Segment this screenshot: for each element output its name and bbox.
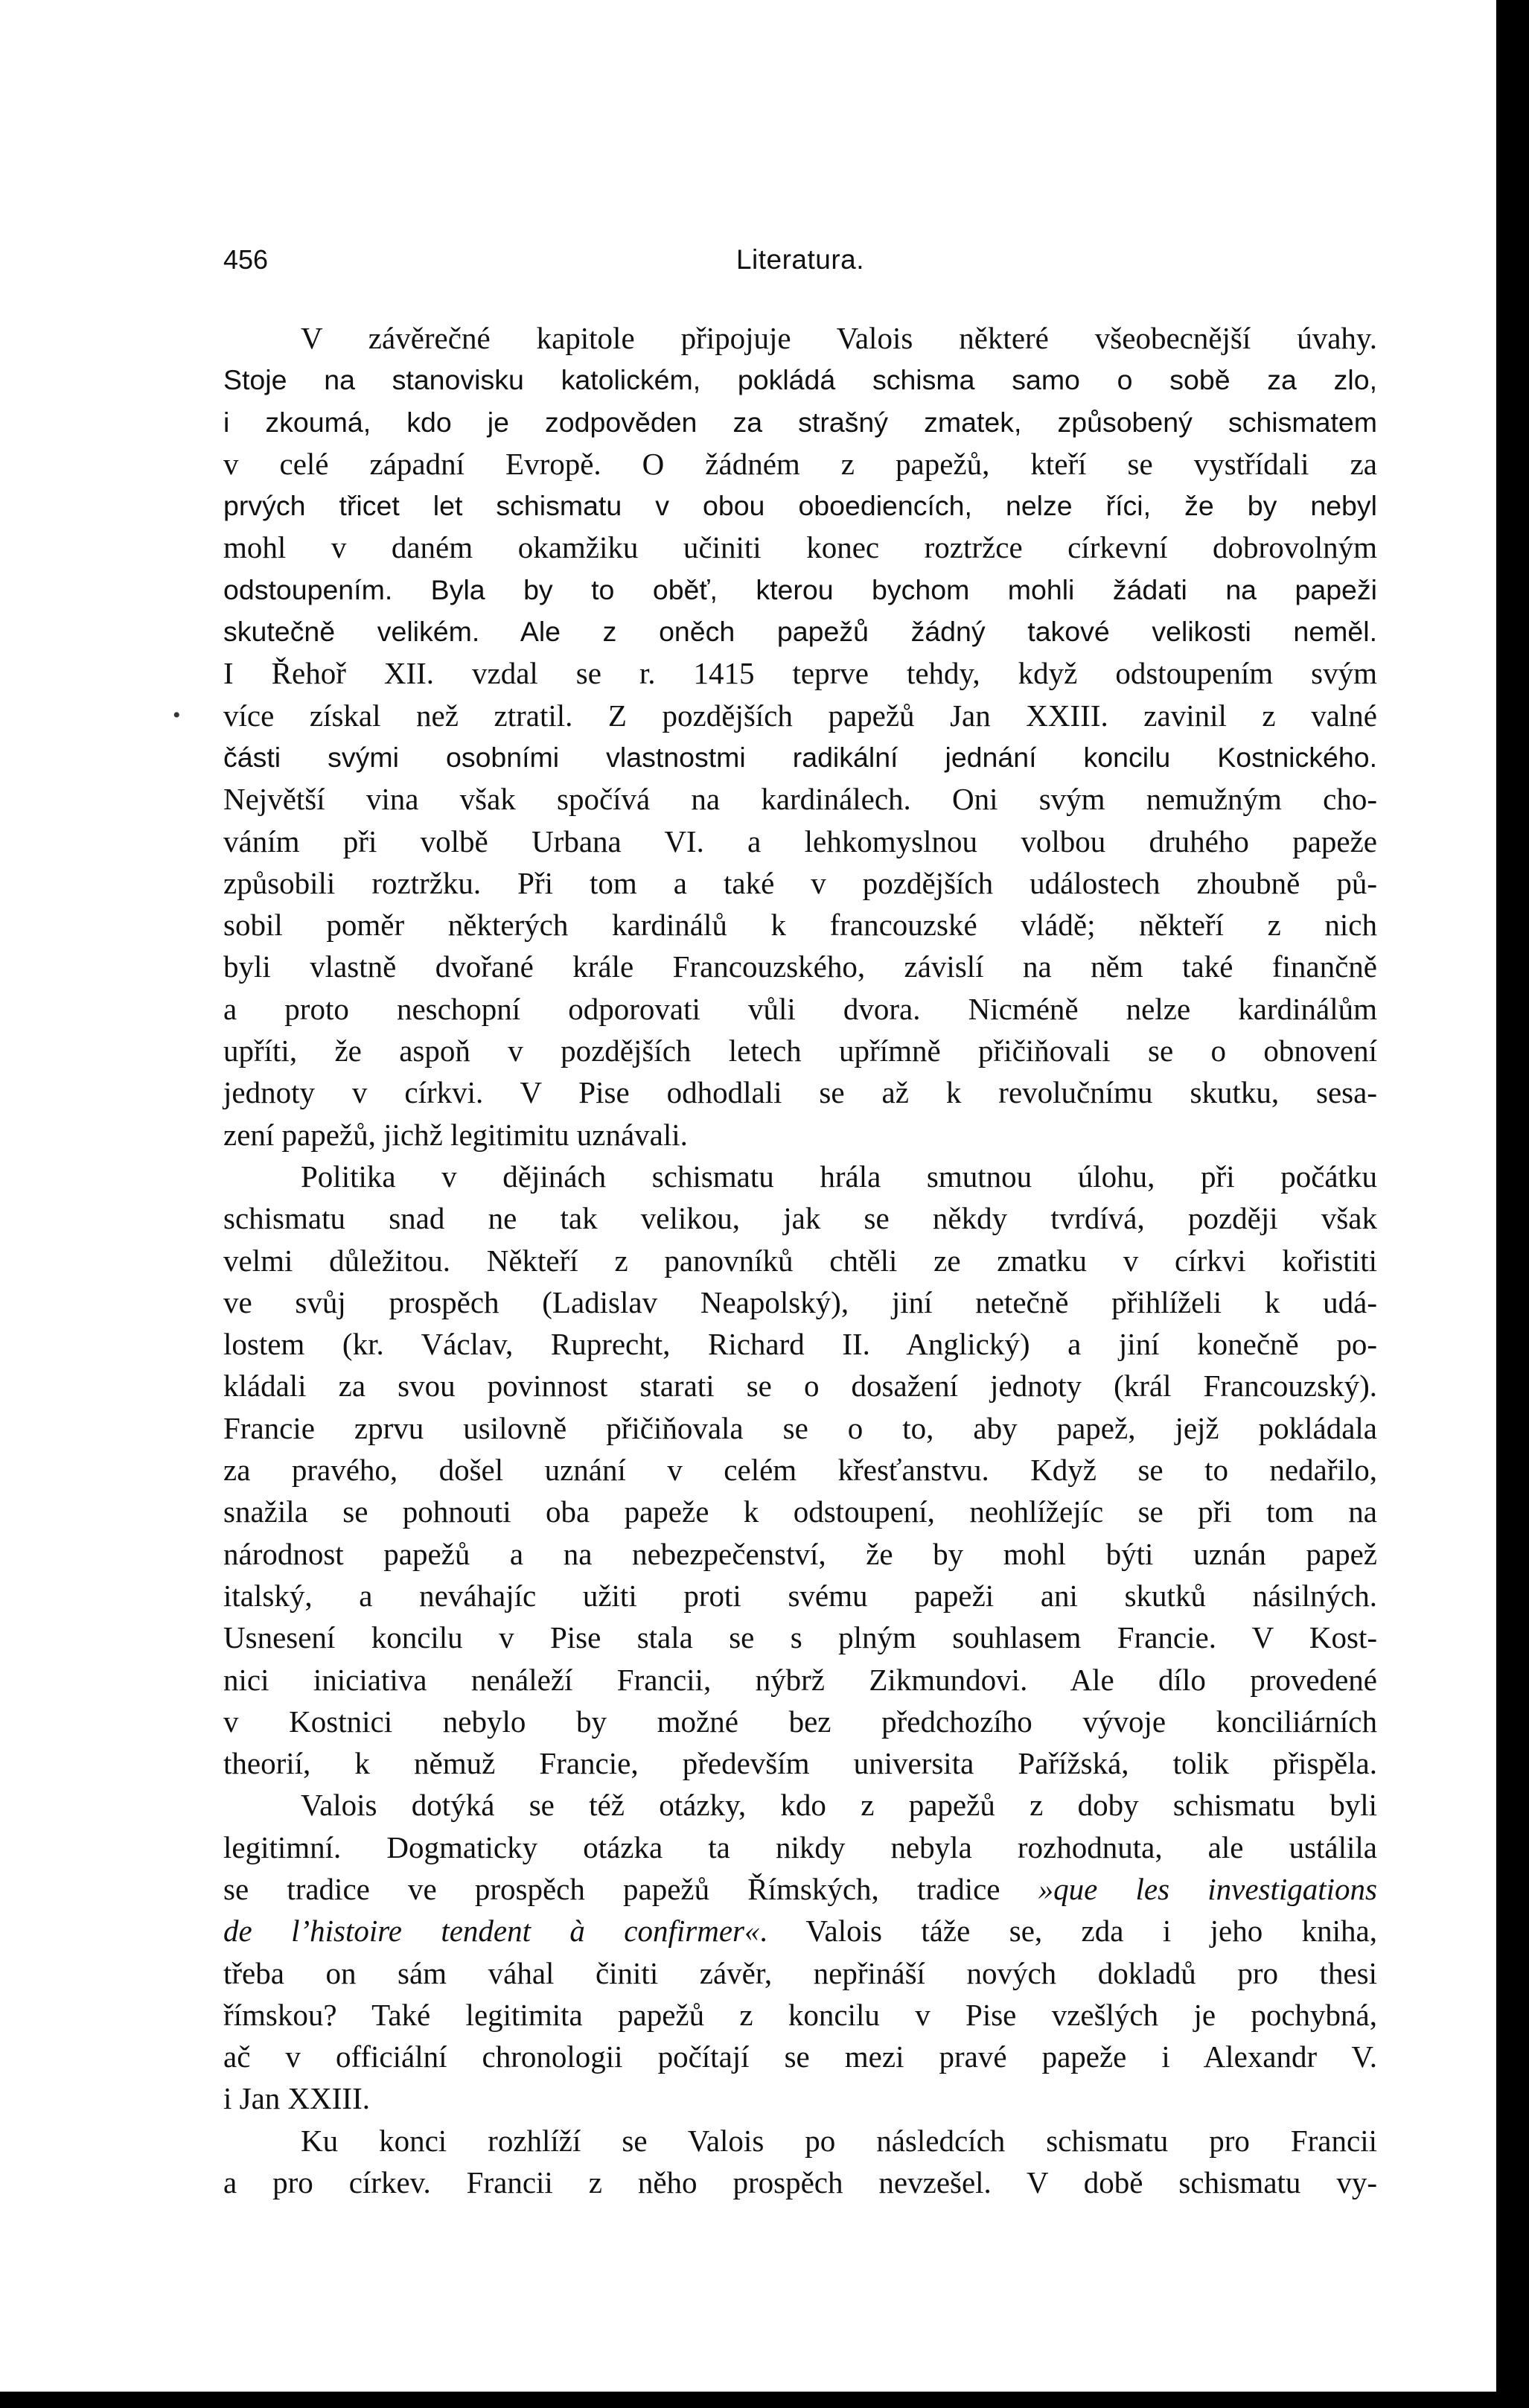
text-line: Politika v dějinách schismatu hrála smutnou úlohu, při počátku [301, 1159, 1377, 1194]
text-line: a pro církev. Francii z něho prospěch nevzešel. V době schismatu vy- [223, 2165, 1377, 2200]
text-line: národnost papežů a na nebezpečenství, že by mohl býti uznán papež [223, 1536, 1377, 1571]
text-line: mohl v daném okamžiku učiniti konec roztržce církevní dobrovolným [223, 530, 1377, 565]
text-line: Valois dotýká se též otázky, kdo z papežů z doby schismatu byli [301, 1788, 1377, 1823]
text-line [223, 1910, 1377, 1952]
text-line: velmi důležitou. Někteří z panovníků chtěli ze zmatku v církvi kořistiti [223, 1243, 1377, 1278]
text-line: více získal než ztratil. Z pozdějších papežů Jan XXIII. zavinil z valné [223, 698, 1377, 733]
text-line: snažila se pohnouti oba papeže k odstoupení, neohlížejíc se při tom na [223, 1494, 1377, 1529]
text-fragment: se tradice ve prospěch papežů Římských, tradice [223, 1871, 1038, 1906]
text-line: V závěrečné kapitole připojuje Valois některé všeobecnější úvahy. [301, 321, 1377, 355]
text-line: odstoupením. Byla by to oběť, kterou bychom mohli žádati na papeži [223, 573, 1377, 605]
text-line: za pravého, došel uznání v celém křesťanstvu. Když se to nedařilo, [223, 1453, 1377, 1488]
text-line: jednoty v církvi. V Pise odhodlali se až k revolučnímu skutku, sesa- [223, 1075, 1377, 1110]
page-number: 456 [223, 244, 269, 275]
text-line: skutečně velikém. Ale z oněch papežů žádný takové velikosti neměl. [223, 616, 1377, 648]
text-line: ve svůj prospěch (Ladislav Neapolský), jiní netečně přihlíželi k udá- [223, 1284, 1377, 1319]
text-line [223, 1868, 1377, 1910]
page-header [223, 244, 1377, 281]
text-line: Francie zprvu usilovně přičiňovala se o to, aby papež, jejž pokládala [223, 1410, 1377, 1445]
text-line: italský, a neváhajíc užiti proti svému papeži ani skutků násilných. [223, 1578, 1377, 1613]
text-line: třeba on sám váhal činiti závěr, nepřináší nových dokladů pro thesi [223, 1955, 1377, 1990]
text-line: váním při volbě Urbana VI. a lehkomyslnou volbou druhého papeže [223, 824, 1377, 859]
text-line: Největší vina však spočívá na kardinálech. Oni svým nemužným cho- [223, 782, 1377, 817]
text-line: lostem (kr. Václav, Ruprecht, Richard II. Anglický) a jiní konečně po- [223, 1327, 1377, 1362]
text-line: římskou? Také legitimita papežů z koncilu v Pise vzešlých je pochybná, [223, 1997, 1377, 2032]
quoted-phrase: »que les investigations [1038, 1871, 1377, 1906]
text-line: legitimní. Dogmaticky otázka ta nikdy nebyla rozhodnuta, ale ustálila [223, 1829, 1377, 1864]
text-line: prvých třicet let schismatu v obou oboediencích, nelze říci, že by nebyl [223, 490, 1377, 522]
text-line: nici iniciativa nenáleží Francii, nýbrž Zikmundovi. Ale dílo provedené [223, 1662, 1377, 1697]
text-line: i Jan XXIII. [223, 2081, 370, 2116]
text-line: Ku konci rozhlíží se Valois po následcích schismatu pro Francii [301, 2123, 1377, 2158]
text-line: I Řehoř XII. vzdal se r. 1415 teprve tehdy, když odstoupením svým [223, 656, 1377, 691]
text-line: schismatu snad ne tak velikou, jak se někdy tvrdívá, později však [223, 1201, 1377, 1236]
text-line: způsobili roztržku. Při tom a také v pozdějších událostech zhoubně pů- [223, 865, 1377, 900]
text-line: zení papežů, jichž legitimitu uznávali. [223, 1117, 688, 1152]
text-line: v Kostnici nebylo by možné bez předchozího vývoje konciliárních [223, 1704, 1377, 1739]
text-line: Usnesení koncilu v Pise stala se s plným souhlasem Francie. V Kost- [223, 1620, 1377, 1655]
text-line: i zkoumá, kdo je zodpověden za strašný zmatek, způsobený schismatem [223, 406, 1377, 438]
text-line: kládali za svou povinnost starati se o dosažení jednoty (král Francouzský). [223, 1369, 1377, 1404]
text-line: theorií, k němuž Francie, především universita Pařížská, tolik přispěla. [223, 1746, 1377, 1781]
text-line: a proto neschopní odporovati vůli dvora. Nicméně nelze kardinálům [223, 991, 1377, 1026]
margin-mark: • [173, 703, 181, 727]
text-line: sobil poměr některých kardinálů k francouzské vládě; někteří z nich [223, 908, 1377, 943]
running-head: Literatura. [735, 244, 865, 275]
quoted-phrase: de l’histoire tendent à confirmer« [223, 1914, 760, 1949]
text-line: Stoje na stanovisku katolickém, pokládá schisma samo o sobě za zlo, [223, 364, 1377, 396]
scan-edge [1496, 30, 1529, 2408]
body-text [223, 317, 1377, 2203]
text-line: ač v officiální chronologii počítají se mezi pravé papeže i Alexandr V. [223, 2039, 1377, 2074]
text-line: části svými osobními vlastnostmi radikální jednání koncilu Kostnického. [223, 741, 1377, 773]
text-line: v celé západní Evropě. O žádném z papežů, kteří se vystřídali za [223, 446, 1377, 481]
text-line: byli vlastně dvořané krále Francouzského, závislí na něm také finančně [223, 949, 1377, 984]
text-fragment: . Valois táže se, zda i jeho kniha, [759, 1914, 1377, 1949]
text-line: upříti, že aspoň v pozdějších letech upřímně přičiňovali se o obnovení [223, 1033, 1377, 1068]
